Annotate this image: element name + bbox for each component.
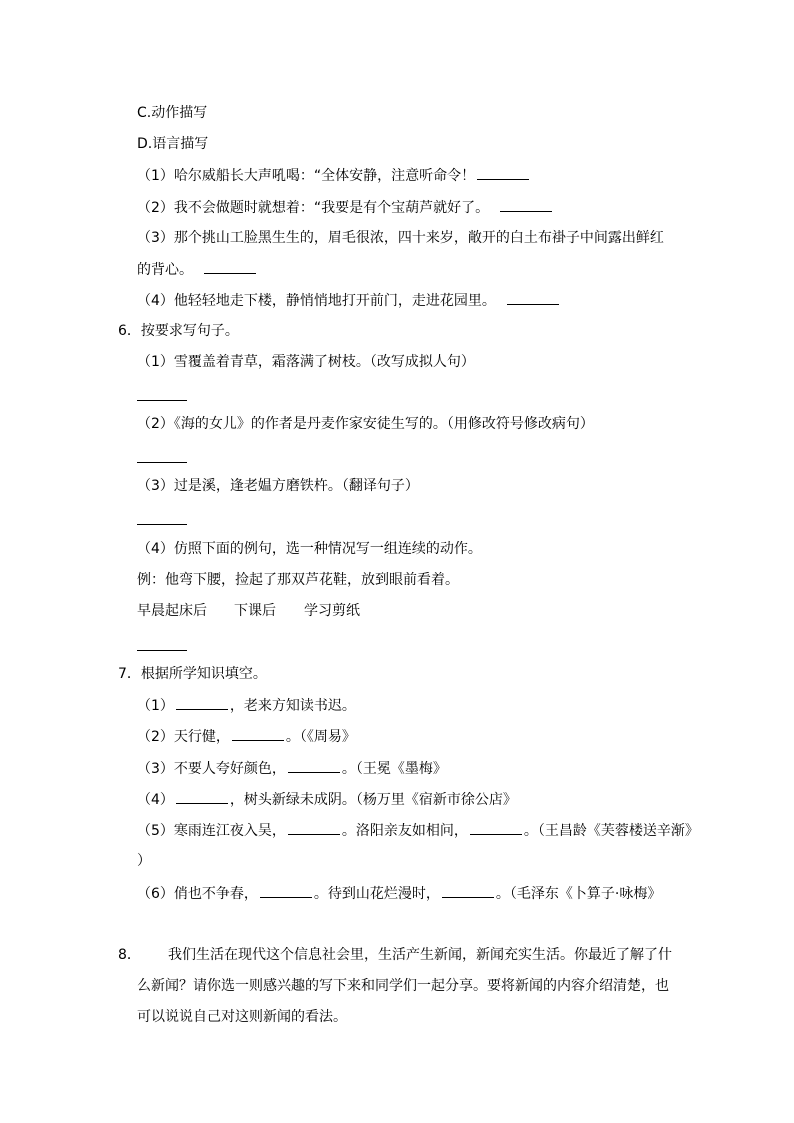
answer-blank[interactable] — [442, 883, 494, 898]
answer-blank[interactable] — [288, 758, 340, 773]
q6-sub-1: （1）雪覆盖着青草，霜落满了树枝。（改写成拟人句） — [137, 354, 475, 370]
q7-l5-text-b: 。洛阳亲友如相问， — [341, 823, 468, 839]
q7-l6-text-b: 。待到山花烂漫时， — [313, 886, 440, 902]
q7-l2-text-b: 。（《周易》 — [285, 729, 356, 745]
q7-l5-text-c: 。（王昌龄《芙蓉楼送辛渐》 — [523, 823, 699, 839]
q7-line-5 — [137, 820, 699, 841]
answer-blank[interactable] — [232, 726, 284, 741]
q7-l3-text-b: 。（王冕《墨梅》 — [341, 761, 447, 777]
answer-blank[interactable] — [507, 290, 559, 305]
q7-line-4 — [137, 789, 517, 810]
q7-l1-num: （1） — [137, 698, 174, 714]
answer-line[interactable] — [137, 462, 187, 463]
q6-example: 例：他弯下腰，捡起了那双芦花鞋，放到眼前看着。 — [137, 572, 459, 588]
q7-l3-text-a: （3）不要人夸好颜色， — [137, 761, 286, 777]
q5-item-1-text: （1）哈尔威船长大声吼喝：“全体安静，注意听命令！ — [137, 168, 476, 184]
answer-blank[interactable] — [176, 695, 228, 710]
q7-l6-text-c: 。（毛泽东《卜算子·咏梅》 — [495, 886, 662, 902]
answer-blank[interactable] — [204, 259, 256, 274]
answer-blank[interactable] — [477, 165, 529, 180]
q7-title: 7．根据所学知识填空。 — [118, 666, 267, 682]
q7-line-3 — [137, 758, 447, 779]
answer-blank[interactable] — [288, 820, 340, 835]
option-c: C.动作描写 — [137, 105, 208, 121]
answer-line[interactable] — [137, 524, 187, 525]
q6-option-3: 学习剪纸 — [304, 603, 360, 619]
q7-l6-text-a: （6）俏也不争春， — [137, 886, 258, 902]
q7-line-5-cont: ） — [137, 853, 151, 869]
answer-blank[interactable] — [500, 197, 552, 212]
q7-l4-num: （4） — [137, 792, 174, 808]
answer-blank[interactable] — [260, 883, 312, 898]
q5-item-3-text: 的背心。 — [137, 262, 193, 278]
q6-sub-4: （4）仿照下面的例句，选一种情况写一组连续的动作。 — [137, 541, 482, 557]
answer-blank[interactable] — [176, 789, 228, 804]
q6-sub-2: （2）《海的女儿》的作者是丹麦作家安徒生写的。（用修改符号修改病句） — [137, 416, 594, 432]
q7-line-6 — [137, 883, 661, 904]
q8-line-3: 可以说说自己对这则新闻的看法。 — [137, 1009, 347, 1025]
q7-l4-text: ，树头新绿未成阴。（杨万里《宿新市徐公店》 — [229, 792, 517, 808]
q8-line-2: 么新闻？请你选一则感兴趣的写下来和同学们一起分享。要将新闻的内容介绍清楚，也 — [137, 978, 669, 994]
q7-l1-text: ，老来方知读书迟。 — [229, 698, 356, 714]
q5-item-3: （3）那个挑山工脸黑生生的，眉毛很浓，四十来岁，敞开的白土布褂子中间露出鲜红 — [137, 230, 664, 246]
answer-line[interactable] — [137, 650, 187, 651]
q5-item-2-text: （2）我不会做题时就想着：“我要是有个宝葫芦就好了。 — [137, 200, 490, 216]
q6-sub-3: （3）过是溪，逢老媪方磨铁杵。（翻译句子） — [137, 478, 419, 494]
q5-item-3-cont — [137, 259, 258, 280]
q7-line-2 — [137, 726, 356, 747]
q5-item-2 — [137, 197, 554, 218]
q5-item-4 — [137, 290, 561, 311]
q6-option-2: 下课后 — [234, 603, 276, 619]
q7-line-1 — [137, 695, 356, 716]
q5-item-1 — [137, 165, 531, 186]
q5-item-4-text: （4）他轻轻地走下楼，静悄悄地打开前门，走进花园里。 — [137, 293, 496, 309]
q8-line-1: 我们生活在现代这个信息社会里，生活产生新闻，新闻充实生活。你最近了解了什 — [168, 947, 672, 963]
q7-l5-text-a: （5）寒雨连江夜入吴， — [137, 823, 286, 839]
answer-line[interactable] — [137, 400, 187, 401]
option-d: D.语言描写 — [137, 136, 209, 152]
q7-l2-text-a: （2）天行健， — [137, 729, 230, 745]
q6-title: 6．按要求写句子。 — [118, 323, 239, 339]
q8-number: 8． — [118, 947, 141, 963]
q6-option-1: 早晨起床后 — [137, 603, 207, 619]
answer-blank[interactable] — [470, 820, 522, 835]
